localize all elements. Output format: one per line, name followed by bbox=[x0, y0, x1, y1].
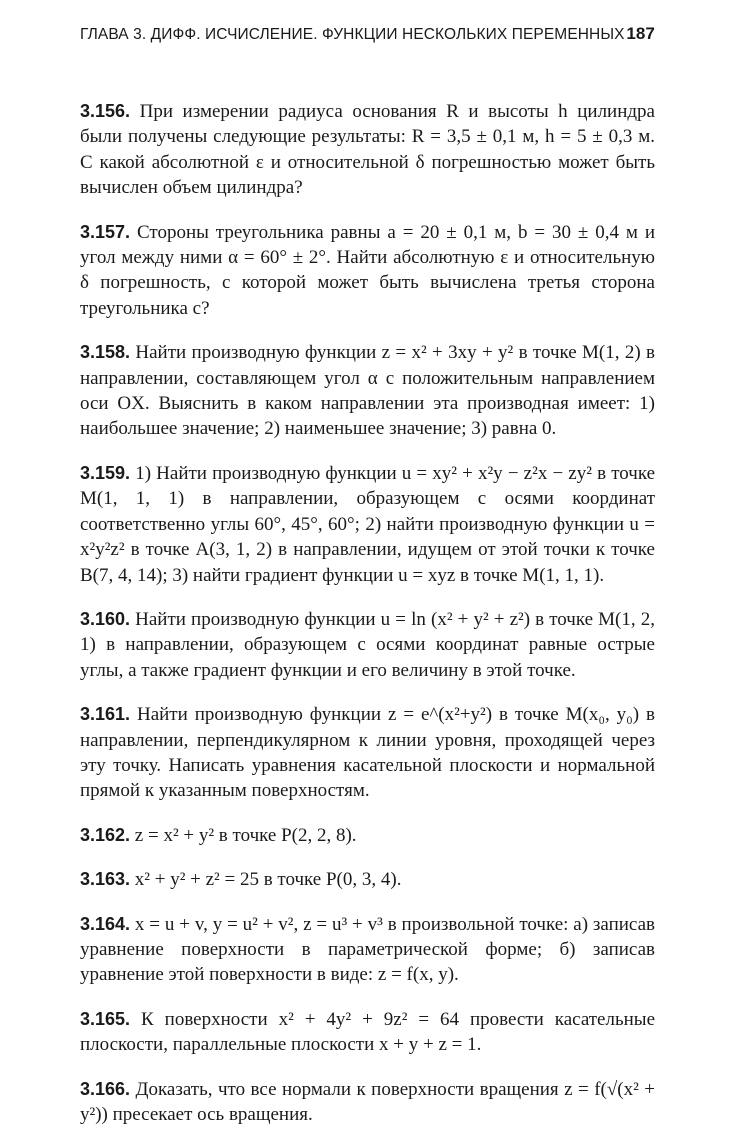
problem-3-162: 3.162. z = x² + y² в точке P(2, 2, 8). bbox=[80, 824, 357, 846]
problem-3-165: 3.165. К поверхности x² + 4y² + 9z² = 64 провести касательные плоскости, параллельные плоскости x + y + z = 1. bbox=[80, 1008, 656, 1056]
problem-3-164: 3.164. x = u + v, y = u² + v², z = u³ + v³ в произвольной точке: а) записав уравнение поверхности в параметрической форме; б) записав уравнение этой поверхности в виде: z = f(x, y). bbox=[80, 913, 656, 986]
problem-3-156: 3.156. При измерении радиуса основания R и высоты h цилиндра были получены следующие результаты: R = 3,5 ± 0,1 м, h = 5 ± 0,3 м. С какой абсолютной ε и относительной δ погрешностью может быть вычислен объем цилиндра? bbox=[80, 101, 655, 199]
problem-3-159: 3.159. 1) Найти производную функции u = xy² + x²y − z²x − zy² в точке M(1, 1, 1) в направлении, образующем с осями координат соответственно углы 60°, 45°, 60°; 2) найти производную функции u = x²y²z² в точке A(3, 1, 2) в направлении, идущем от этой точки к точке B(7, 4, 14); 3) найти градиент функции u = xyz в точке M(1, 1, 1). bbox=[80, 462, 656, 586]
running-header bbox=[80, 24, 655, 50]
problem-3-161: 3.161. Найти производную функции z = e^(x²+y²) в точке M(x₀, y₀) в направлении, перпендикулярном к линии уровня, проходящей через эту точку. Написать уравнения касательной плоскости и нормальной прямой к указанным поверхностям. bbox=[80, 704, 656, 802]
chapter-title: ГЛАВА 3. ДИФФ. ИСЧИСЛЕНИЕ. ФУНКЦИИ НЕСКОЛЬКИХ ПЕРЕМЕННЫХ bbox=[80, 26, 625, 43]
problem-3-160: 3.160. Найти производную функции u = ln (x² + y² + z²) в точке M(1, 2, 1) в направлении, образующем с осями координат равные острые углы, а также градиент функции и его величину в этой точке. bbox=[80, 608, 655, 681]
problem-3-157: 3.157. Стороны треугольника равны a = 20 ± 0,1 м, b = 30 ± 0,4 м и угол между ними α = 60° ± 2°. Найти абсолютную ε и относительную δ погрешность, с которой может быть вычислена третья сторона треугольника c? bbox=[80, 221, 656, 319]
page-number: 187 bbox=[626, 24, 655, 43]
problem-list bbox=[80, 80, 655, 1136]
problem-3-158: 3.158. Найти производную функции z = x² + 3xy + y² в точке M(1, 2) в направлении, составляющем угол α с положительным направлением оси OX. Выяснить в каком направлении эта производная имеет: 1) наибольшее значение; 2) наименьшее значение; 3) равна 0. bbox=[80, 342, 656, 440]
problem-3-163: 3.163. x² + y² + z² = 25 в точке P(0, 3, 4). bbox=[80, 869, 402, 891]
problem-3-166: 3.166. Доказать, что все нормали к поверхности вращения z = f(√(x² + y²)) пресекает ось вращения. bbox=[80, 1078, 656, 1125]
